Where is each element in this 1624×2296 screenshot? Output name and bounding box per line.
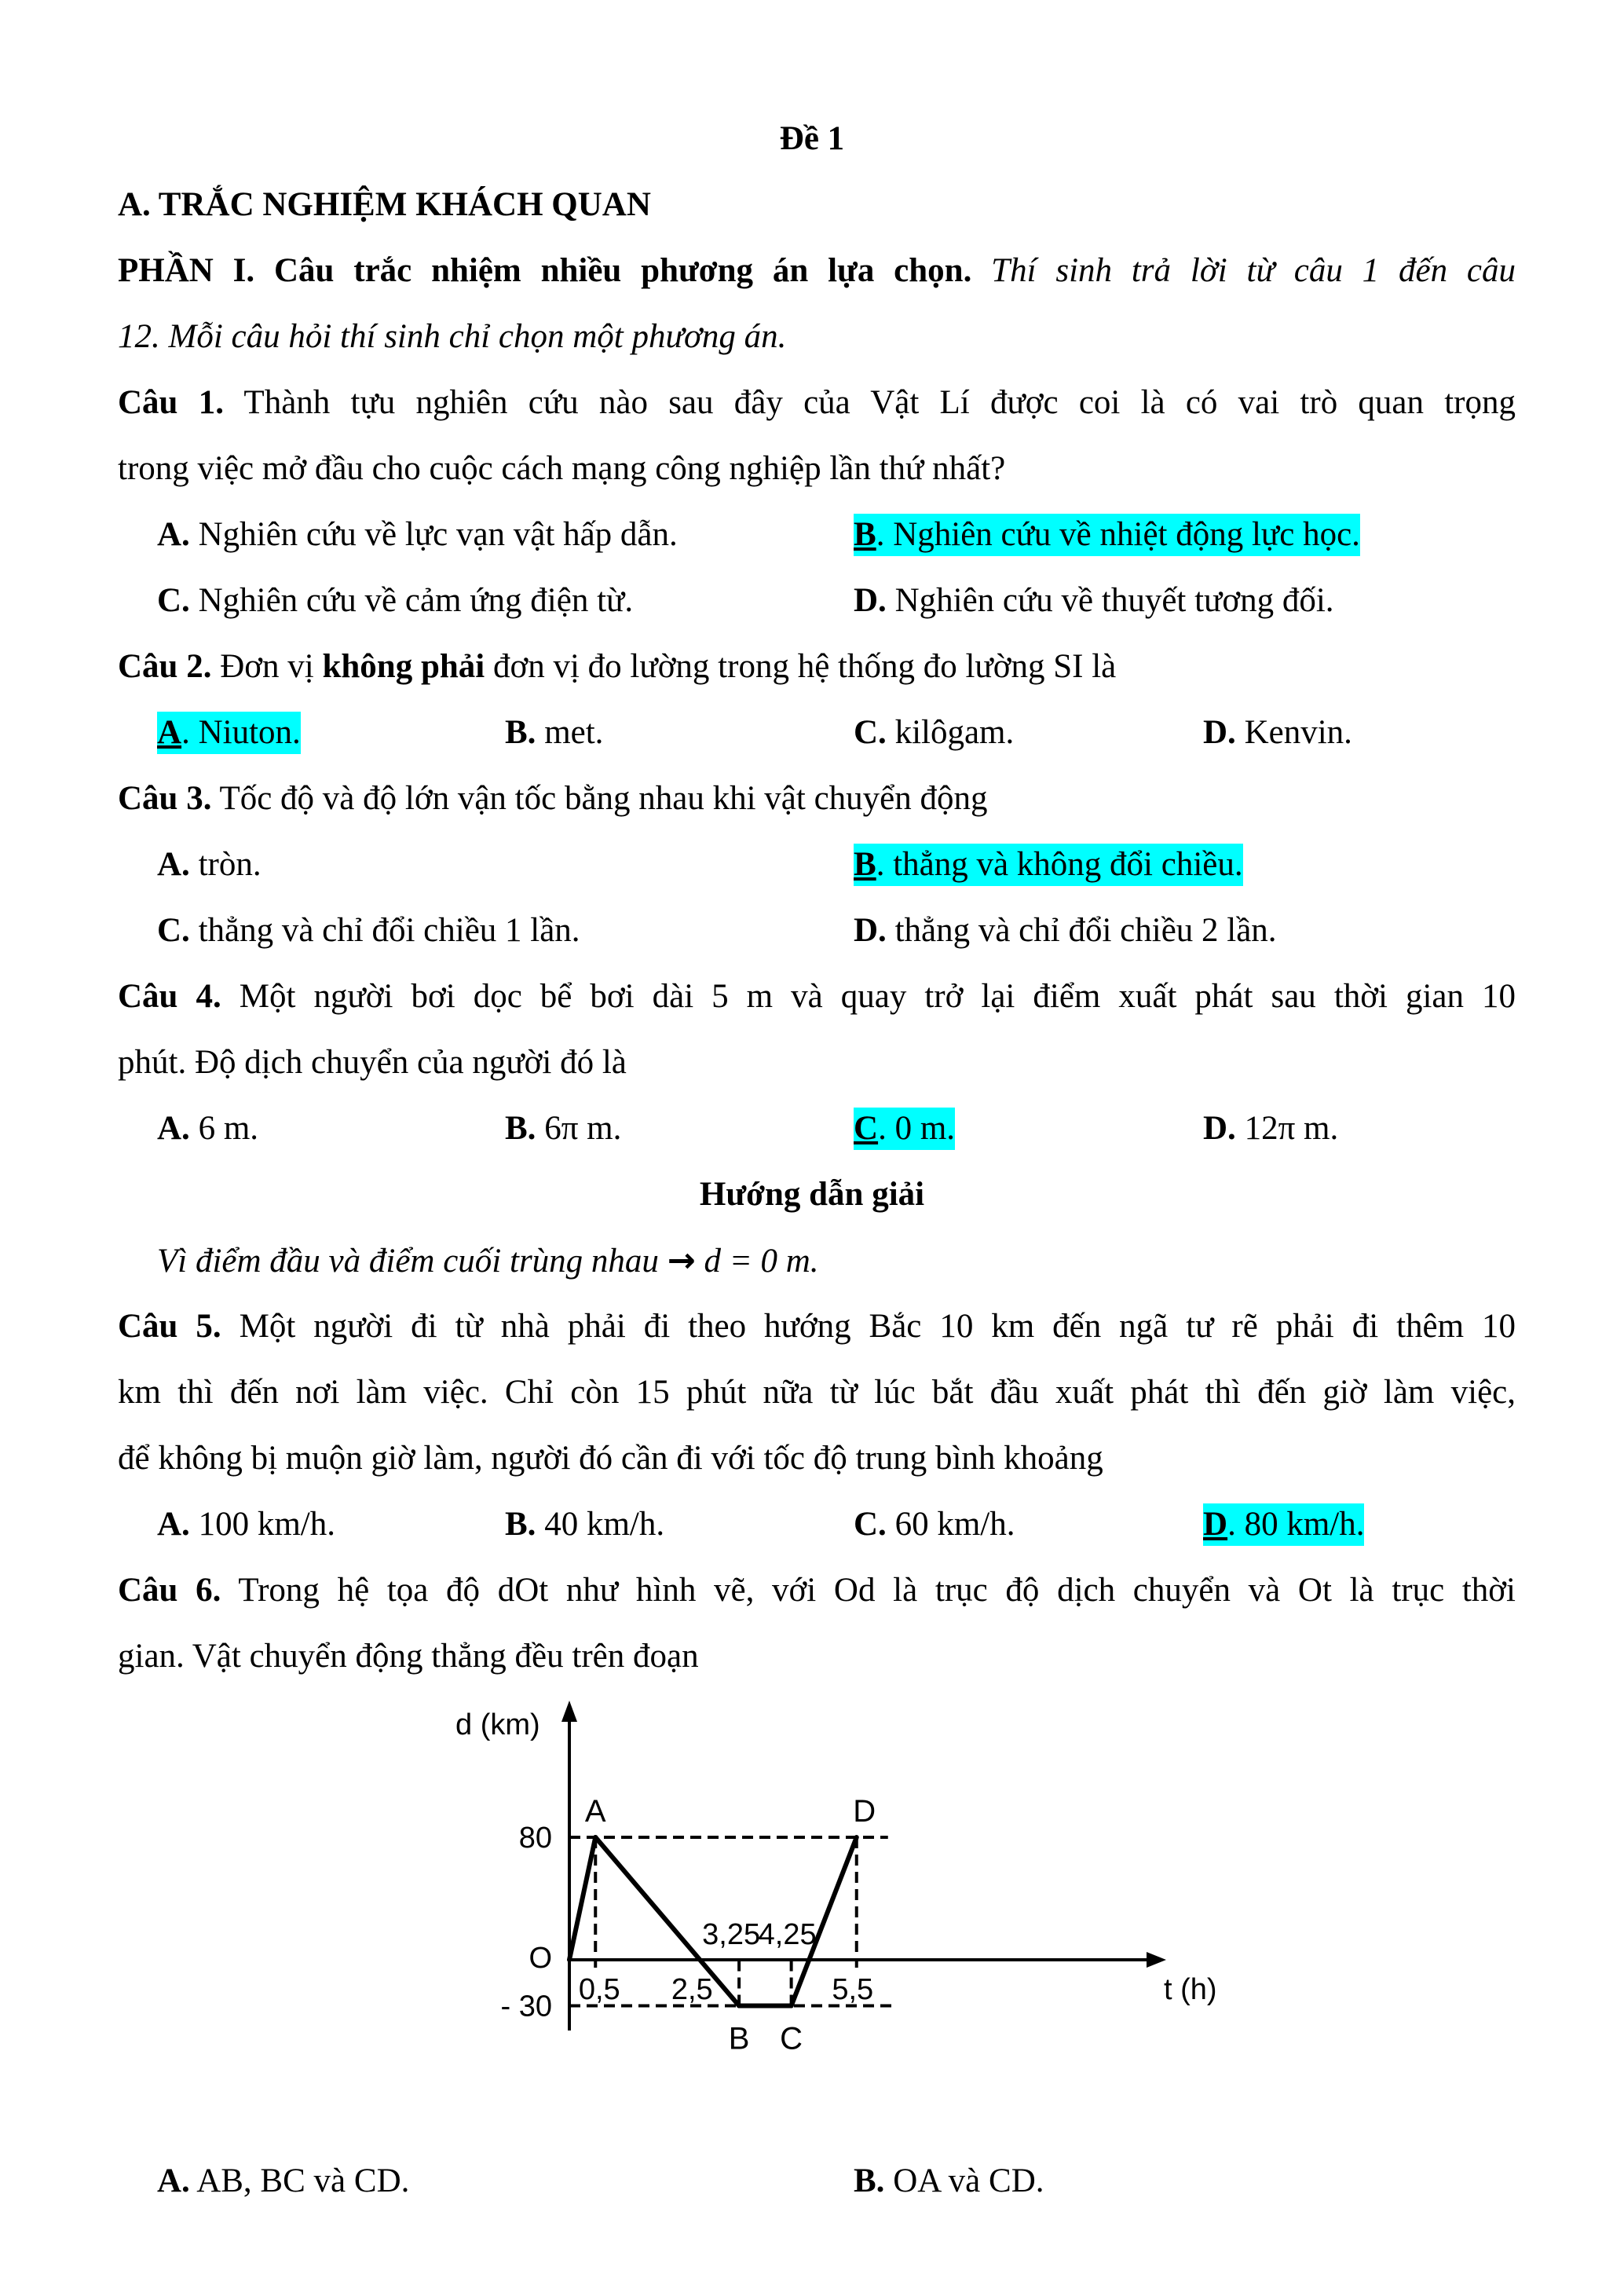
- q5-option-d[interactable]: [1203, 1503, 1364, 1546]
- y-tick-label: 80: [518, 1822, 552, 1855]
- option-text: Nghiên cứu về cảm ứng điện từ.: [198, 582, 634, 619]
- option-key: D.: [1203, 714, 1236, 751]
- option-key: D: [1203, 1506, 1228, 1543]
- origin-label: O: [529, 1942, 552, 1975]
- option-text: . Nghiên cứu về nhiệt động lực học.: [876, 516, 1360, 553]
- option-key: B: [854, 846, 876, 883]
- q2-option-a[interactable]: [157, 712, 301, 754]
- option-text: thẳng và chỉ đổi chiều 2 lần.: [894, 912, 1277, 949]
- q5-option-b[interactable]: [505, 1503, 664, 1546]
- q3-option-d[interactable]: [854, 910, 1277, 952]
- q4-option-a[interactable]: [157, 1108, 258, 1150]
- option-key: A.: [157, 1110, 190, 1147]
- option-key: C.: [854, 1506, 887, 1543]
- q5-option-c[interactable]: [854, 1503, 1015, 1546]
- option-key: A: [157, 714, 182, 751]
- point-label-C: C: [780, 2021, 803, 2056]
- q3-text: [118, 778, 988, 820]
- y-axis-label: d (km): [455, 1708, 540, 1741]
- option-key: B.: [505, 1506, 536, 1543]
- option-text: Nghiên cứu về thuyết tương đối.: [894, 582, 1334, 619]
- point-label-B: B: [728, 2021, 750, 2056]
- option-key: C.: [157, 912, 190, 949]
- q6-text-line2: gian. Vật chuyển động thẳng đều trên đoạn: [118, 1638, 699, 1675]
- option-key: B.: [505, 714, 536, 751]
- q6-label: Câu 6.: [118, 1572, 221, 1609]
- x-axis-label: t (h): [1164, 1973, 1217, 2006]
- q2-text-pre: Đơn vị: [220, 648, 314, 685]
- option-key: D.: [1203, 1110, 1236, 1147]
- q5-text-line2: km thì đến nơi làm việc. Chỉ còn 15 phút nữa từ lúc bắt đầu xuất phát thì đến giờ làm việc,: [118, 1374, 1516, 1411]
- x-tick-label: 0,5: [578, 1973, 620, 2006]
- solution-pre: Vì điểm đầu và điểm cuối trùng nhau: [157, 1243, 659, 1280]
- option-text: 12π m.: [1244, 1110, 1339, 1147]
- x-tick-label: 5,5: [832, 1973, 874, 2006]
- option-text: 6 m.: [198, 1110, 259, 1147]
- option-text: 40 km/h.: [544, 1506, 665, 1543]
- x-tick-label: 4,25: [758, 1918, 817, 1951]
- part1-line1: [118, 250, 1516, 292]
- option-text: 100 km/h.: [198, 1506, 335, 1543]
- q6-text-line1: [118, 1569, 1516, 1612]
- q1-text-line2: trong việc mở đầu cho cuộc cách mạng công nghiệp lần thứ nhất?: [118, 450, 1006, 487]
- displacement-time-graph: [440, 1697, 1217, 2137]
- option-key: A.: [157, 516, 190, 553]
- option-key: C.: [854, 714, 887, 751]
- point-label-D: D: [853, 1794, 876, 1829]
- solution-heading: Hướng dẫn giải: [699, 1176, 925, 1213]
- x-tick-label: 2,5: [671, 1973, 713, 2006]
- part1-instruction: Thí sinh trả lời từ câu 1 đến câu: [991, 252, 1516, 289]
- option-text: 60 km/h.: [894, 1506, 1015, 1543]
- q4-option-c[interactable]: [854, 1108, 955, 1150]
- q3-option-c[interactable]: [157, 910, 580, 952]
- q4-label: Câu 4.: [118, 978, 221, 1015]
- q6-option-a[interactable]: [157, 2160, 409, 2203]
- option-text: met.: [544, 714, 604, 751]
- q5-text: Một người đi từ nhà phải đi theo hướng Bắc 10 km đến ngã tư rẽ phải đi thêm 10: [239, 1308, 1516, 1345]
- q2-option-d[interactable]: [1203, 712, 1352, 754]
- option-text: thẳng và chỉ đổi chiều 1 lần.: [198, 912, 580, 949]
- q4-text-line2: phút. Độ dịch chuyển của người đó là: [118, 1044, 627, 1081]
- q1-option-d[interactable]: [854, 580, 1334, 622]
- q2-text-bold: không phải: [322, 648, 485, 685]
- page-title: Đề 1: [779, 120, 845, 157]
- q1-option-c[interactable]: [157, 580, 633, 622]
- q1-text-line1: [118, 382, 1516, 424]
- q4-option-d[interactable]: [1203, 1108, 1338, 1150]
- option-key: A.: [157, 2162, 190, 2199]
- graph-segment-OA: [569, 1837, 595, 1960]
- q1-label: Câu 1.: [118, 384, 224, 421]
- x-axis-arrow-icon: [1147, 1952, 1166, 1968]
- q1-option-b[interactable]: [854, 514, 1360, 556]
- option-text: AB, BC và CD.: [196, 2162, 410, 2199]
- option-key: D.: [854, 912, 887, 949]
- option-key: C.: [157, 582, 190, 619]
- q5-label: Câu 5.: [118, 1308, 221, 1345]
- q3-label: Câu 3.: [118, 780, 212, 817]
- option-text: . Niuton.: [181, 714, 301, 751]
- option-key: A.: [157, 846, 190, 883]
- y-axis-arrow-icon: [561, 1701, 577, 1722]
- x-tick-label: 3,25: [702, 1918, 761, 1951]
- solution-text: [157, 1240, 819, 1283]
- option-key: B.: [854, 2162, 885, 2199]
- option-text: . 0 m.: [878, 1110, 956, 1147]
- solution-post: d = 0 m.: [704, 1243, 819, 1280]
- arrow-icon: →: [667, 1241, 696, 1280]
- q2-option-b[interactable]: [505, 712, 603, 754]
- option-key: A.: [157, 1506, 190, 1543]
- option-text: OA và CD.: [893, 2162, 1044, 2199]
- option-text: . thẳng và không đổi chiều.: [876, 846, 1243, 883]
- option-key: D.: [854, 582, 887, 619]
- option-text: kilôgam.: [894, 714, 1015, 751]
- q3-option-a[interactable]: [157, 844, 262, 886]
- q5-option-a[interactable]: [157, 1503, 335, 1546]
- option-key: B.: [505, 1110, 536, 1147]
- q3-text-body: Tốc độ và độ lớn vận tốc bằng nhau khi vật chuyển động: [219, 780, 988, 817]
- point-label-A: A: [584, 1794, 606, 1829]
- q3-option-b[interactable]: [854, 844, 1243, 886]
- q2-text: [118, 646, 1116, 688]
- q4-option-b[interactable]: [505, 1108, 621, 1150]
- q2-option-c[interactable]: [854, 712, 1014, 754]
- section-heading: A. TRẮC NGHIỆM KHÁCH QUAN: [118, 186, 651, 223]
- option-text: Nghiên cứu về lực vạn vật hấp dẫn.: [198, 516, 678, 553]
- q6-text: Trong hệ tọa độ dOt như hình vẽ, với Od là trục độ dịch chuyển và Ot là trục thời: [238, 1572, 1516, 1609]
- q2-label: Câu 2.: [118, 648, 212, 685]
- q4-text-line1: [118, 976, 1516, 1018]
- option-text: 6π m.: [544, 1110, 622, 1147]
- q5-text-line1: [118, 1305, 1516, 1348]
- option-text: tròn.: [198, 846, 262, 883]
- option-text: . 80 km/h.: [1227, 1506, 1365, 1543]
- q6-option-b[interactable]: [854, 2160, 1044, 2203]
- option-key: B: [854, 516, 876, 553]
- part1-label: PHẦN I. Câu trắc nhiệm nhiều phương án lựa chọn.: [118, 252, 972, 289]
- q5-text-line3: để không bị muộn giờ làm, người đó cần đi với tốc độ trung bình khoảng: [118, 1440, 1103, 1477]
- option-key: C: [854, 1110, 879, 1147]
- q1-option-a[interactable]: [157, 514, 678, 556]
- y-tick-label: - 30: [500, 1990, 552, 2023]
- q1-text: Thành tựu nghiên cứu nào sau đây của Vật Lí được coi là có vai trò quan trọng: [243, 384, 1516, 421]
- part1-line2: 12. Mỗi câu hỏi thí sinh chỉ chọn một phương án.: [118, 318, 787, 355]
- q4-text: Một người bơi dọc bể bơi dài 5 m và quay trở lại điểm xuất phát sau thời gian 10: [239, 978, 1516, 1015]
- option-text: Kenvin.: [1244, 714, 1352, 751]
- q2-text-post: đơn vị đo lường trong hệ thống đo lường SI là: [493, 648, 1117, 685]
